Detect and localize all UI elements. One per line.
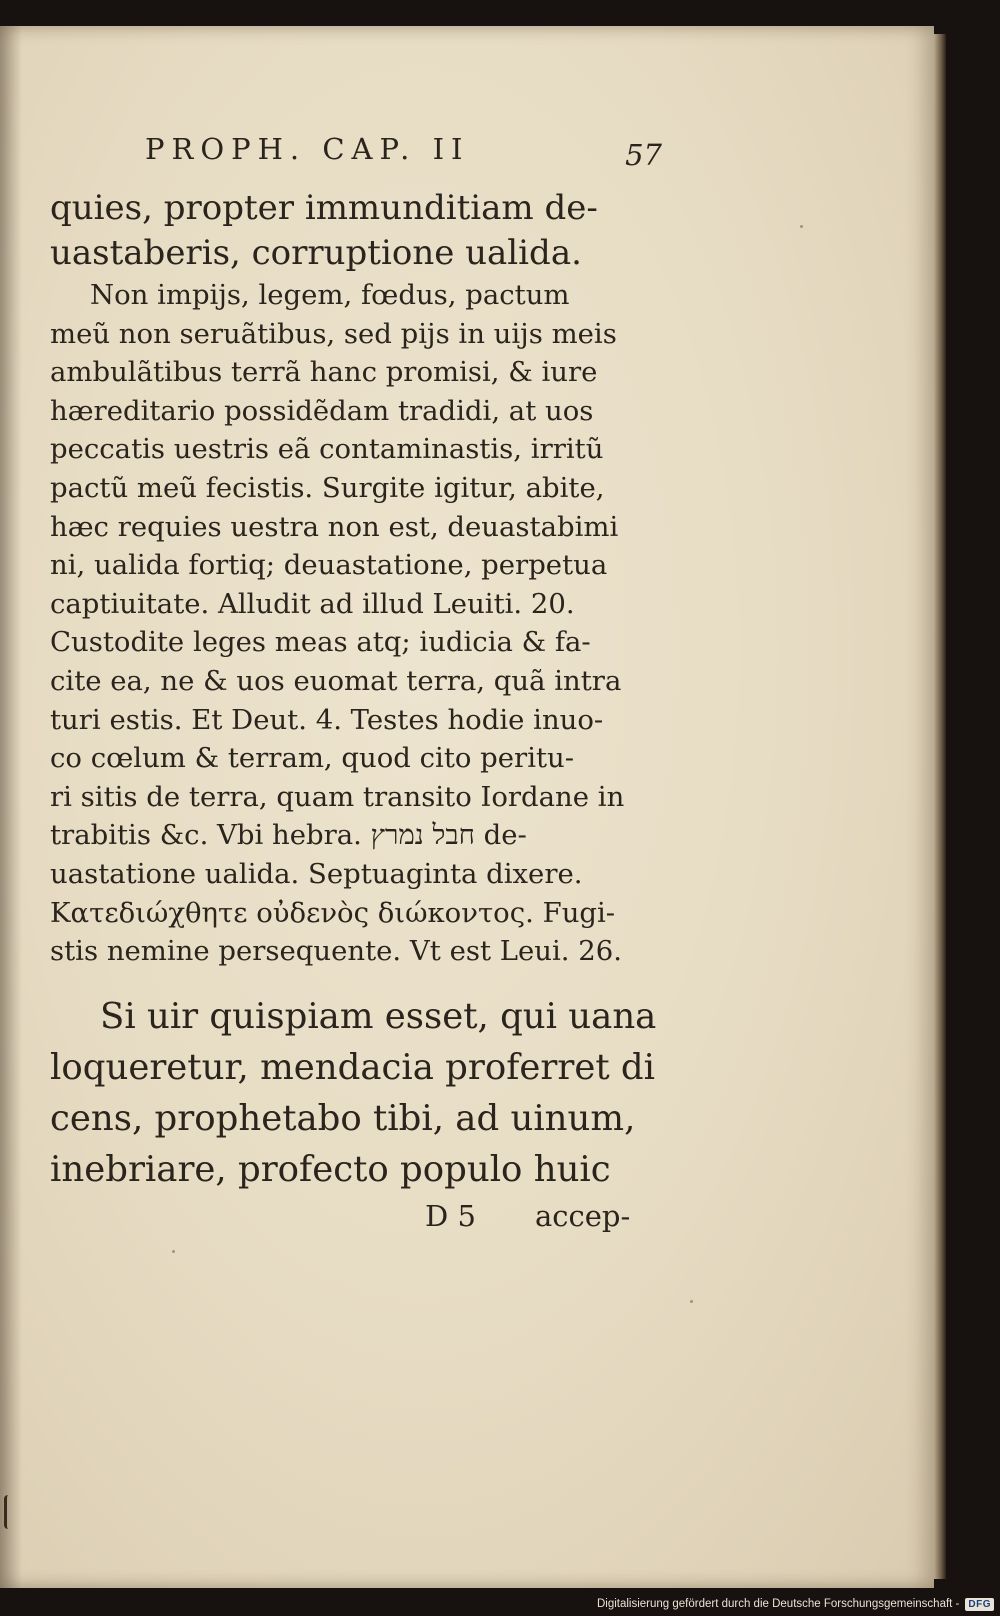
commentary-line: co cœlum & terram, quod cito peritu- — [50, 742, 575, 775]
commentary-line: Κατεδιώχθητε οὐδενὸς διώκοντος. Fugi- — [50, 896, 616, 929]
page-number: 57 — [625, 138, 662, 172]
commentary-line: stis nemine persequente. Vt est Leui. 26. — [50, 935, 623, 968]
verse-line: loqueretur, mendacia proferret di — [50, 1046, 655, 1088]
commentary-line: ambulãtibus terrã hanc promisi, & iure — [50, 356, 598, 389]
paper-speck — [800, 225, 803, 228]
text-block — [50, 120, 660, 1239]
commentary-line: pactũ meũ fecistis. Surgite igitur, abite, — [50, 471, 605, 504]
commentary-line: meũ non seruãtibus, sed pijs in uijs meis — [50, 317, 617, 350]
signature-mark: D 5 — [425, 1198, 476, 1233]
commentary-line: ri sitis de terra, quam transito Iordane in — [50, 780, 625, 813]
commentary-line: uastatione ualida. Septuaginta dixere. — [50, 857, 583, 890]
commentary-line: ni, ualida fortiq; deuastatione, perpetua — [50, 549, 608, 582]
digitization-credit — [597, 1594, 994, 1614]
dfg-logo: DFG — [965, 1598, 994, 1611]
commentary-line: Custodite leges meas atq; iudicia & fa- — [50, 626, 591, 659]
commentary-line: turi estis. Et Deut. 4. Testes hodie inuo- — [50, 703, 604, 736]
page-edge — [934, 34, 946, 1579]
commentary-line: hæc requies uestra non est, deuastabimi — [50, 510, 619, 543]
commentary-line: hæreditario possidẽdam tradidi, at uos — [50, 394, 594, 427]
commentary-line: Non impijs, legem, fœdus, pactum — [90, 279, 570, 311]
paper-speck — [172, 1250, 175, 1253]
binding-thread — [4, 1495, 13, 1529]
spine-shadow — [0, 26, 22, 1588]
verse-paragraph — [50, 991, 660, 1195]
commentary-line: uastaberis, corruptione ualida. — [50, 233, 582, 273]
commentary-line: captiuitate. Alludit ad illud Leuiti. 20. — [50, 587, 575, 620]
credit-text: Digitalisierung gefördert durch die Deutsche Forschungsgemeinschaft - — [596, 1598, 960, 1610]
commentary-line: cite ea, ne & uos euomat terra, quã intra — [50, 664, 622, 697]
paper-speck — [690, 1300, 693, 1303]
verse-line: inebriare, profecto populo huic — [50, 1148, 611, 1190]
catchline — [50, 1195, 660, 1239]
commentary-line: quies, propter immunditiam de- — [50, 188, 598, 228]
running-head — [50, 120, 660, 172]
commentary-paragraph — [50, 186, 660, 971]
commentary-line: trabitis &c. Vbi hebra. חבל נמרץ de- — [50, 819, 527, 852]
verse-line: cens, prophetabo tibi, ad uinum, — [50, 1097, 636, 1139]
verse-line: Si uir quispiam esset, qui uana — [100, 995, 657, 1037]
catchword: accep- — [535, 1198, 631, 1233]
running-head-title: PROPH. CAP. II — [145, 132, 470, 166]
commentary-line: peccatis uestris eã contaminastis, irritũ — [50, 433, 604, 466]
